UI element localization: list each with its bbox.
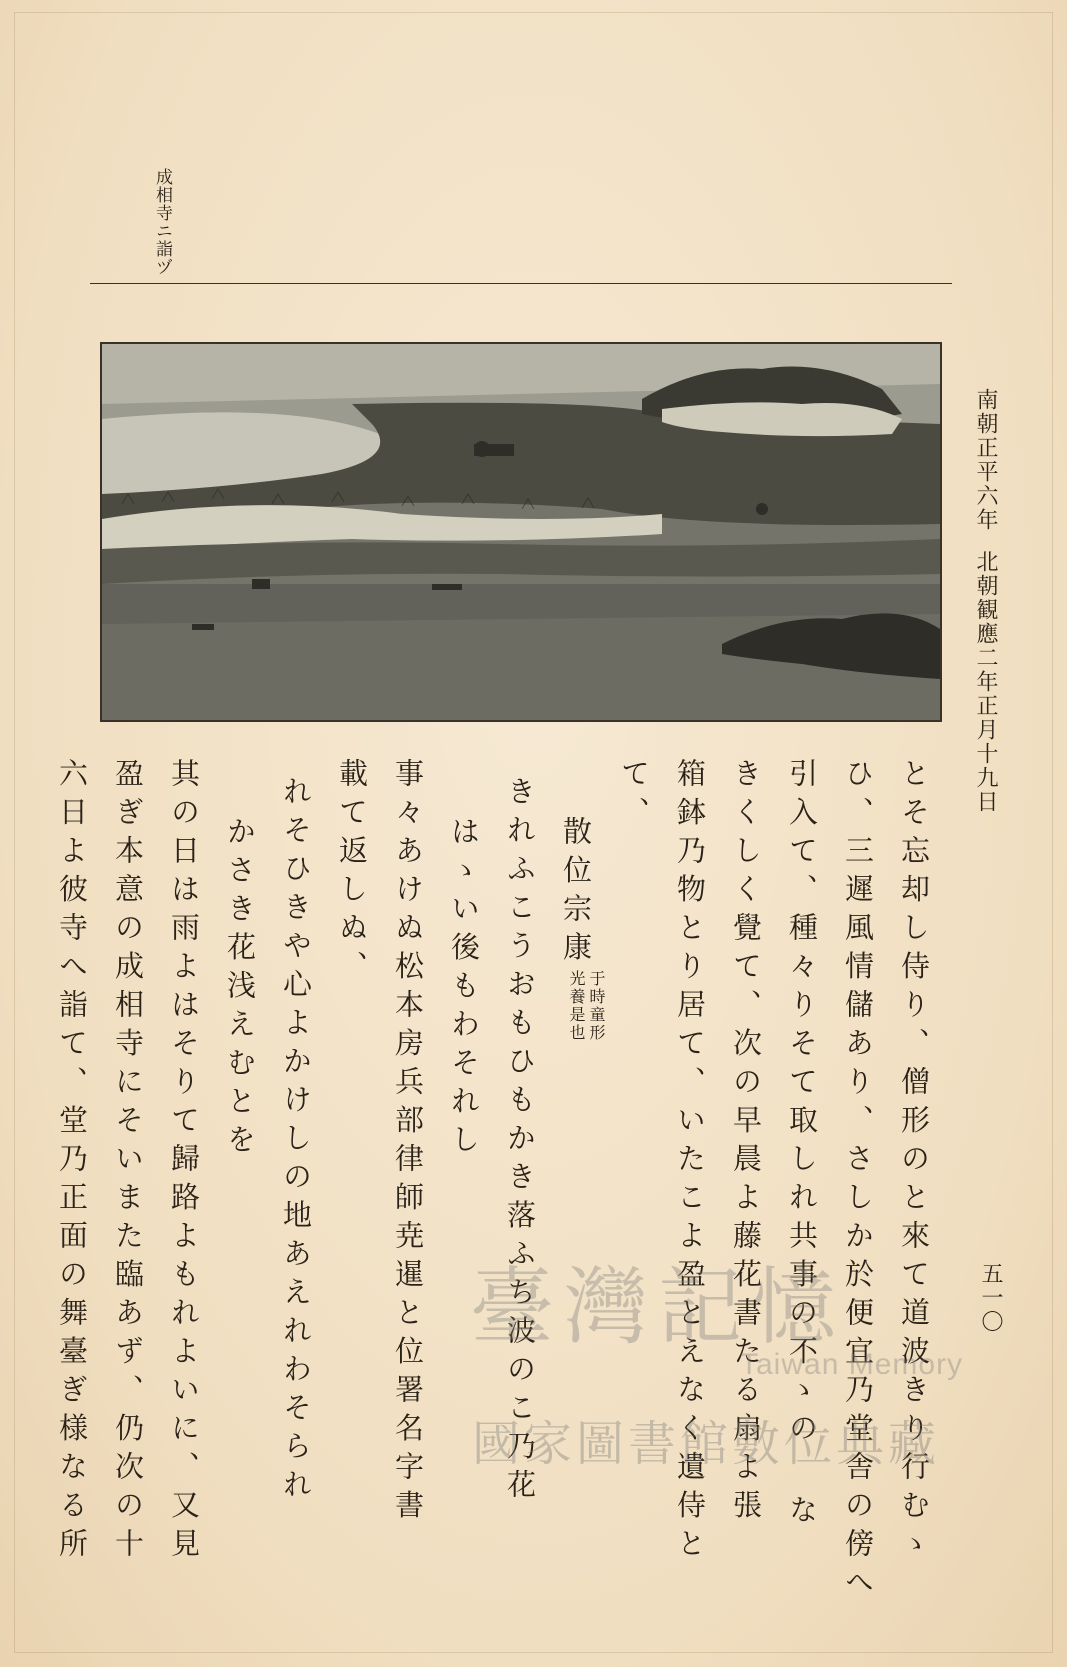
watermark-library-text: 國家圖書館數位典藏: [472, 1416, 941, 1472]
note-right: 于時童形: [587, 970, 606, 1042]
date-northern-court: 北朝観應二年正月十九日: [973, 550, 998, 814]
body-text: [55, 758, 942, 1605]
text-column-10: 事々あけぬ松本房兵部律師尭暹と位署名字書: [391, 758, 425, 1528]
header-rule: [90, 283, 952, 284]
text-column-14: 其の日は雨よはそりて歸路よもれよいに、又見: [167, 758, 201, 1567]
text-column-2: ひ、三遲風情儲あり、さしか於便宜乃堂舎の傍へ: [841, 758, 875, 1605]
poem-line-2: はゝい後もわそれし: [447, 816, 481, 1163]
landscape-painting-plate: [100, 342, 942, 722]
poem-line-4: かさき花浅えむとを: [223, 816, 257, 1163]
landscape-illustration: [102, 344, 940, 720]
text-column-3: 引入て、種々りそて取しれ共事の不ゝの な: [785, 758, 819, 1533]
text-column-5: 箱鉢乃物とり居て、いたこよ盈とえなく遺侍と: [673, 758, 707, 1567]
page-number: 五一〇: [978, 1262, 1003, 1334]
watermark-main-text: 臺灣記憶: [470, 1258, 847, 1356]
poet-name-column: [548, 758, 606, 1498]
date-southern-court: 南朝正平六年: [973, 388, 998, 532]
text-column-16: 六日よ彼寺へ詣て、堂乃正面の舞臺ぎ様なる所: [55, 758, 89, 1567]
text-column-4: きくしく覺て、次の早晨よ藤花書たる扇よ張: [729, 758, 763, 1528]
note-left: 光養是也: [567, 970, 586, 1042]
text-column-15: 盈ぎ本意の成相寺にそいまた臨あず、仍次の十: [111, 758, 145, 1567]
text-column-11: 載て返しぬ、: [335, 758, 369, 989]
text-column-6: て、: [617, 758, 651, 835]
text-column-1: とそ忘却し侍り、僧形のと來て道波きり行むゝ: [897, 758, 931, 1567]
poet-name: 散位宗康: [559, 816, 593, 970]
margin-heading: 成相寺ニ詣ヅ: [152, 168, 172, 276]
poem-line-1: きれふこうおもひもかき落ふち波のこ乃花: [503, 776, 537, 1508]
poem-line-3: れそひきや心よかけしの地あえれわそられ: [279, 776, 313, 1508]
watermark-english-text: Taiwan Memory: [740, 1348, 964, 1381]
poet-note: [566, 970, 606, 1042]
